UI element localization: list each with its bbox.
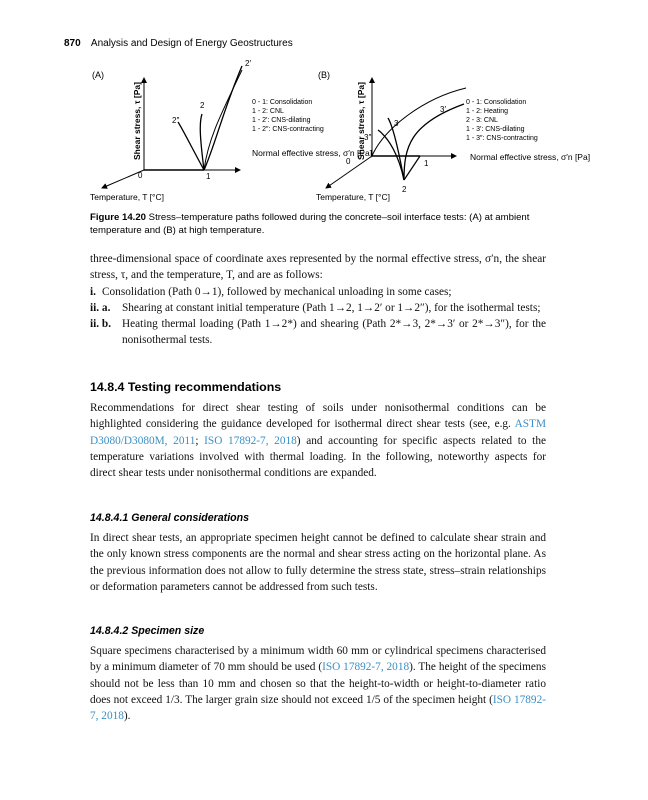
list-text: Shearing at constant initial temperature (Path 1→2, 1→2′ or 1→2″), for the isothermal tests;	[122, 301, 541, 314]
para-text: In direct shear tests, an appropriate specimen height cannot be defined to calculate shear strain and the only known stress components are the normal and shear stress acting on the horizontal plane. As the previous information does not allow to fully determine the stress state, stress–strain relationships or deformation parameters cannot be addressed from such tests.	[90, 532, 546, 593]
legend-a-2: 1 - 2′: CNS-dilating	[252, 117, 311, 124]
figure-caption	[90, 212, 548, 237]
legend-b-0: 0 - 1: Consolidation	[466, 99, 527, 106]
point-a-2p: 2′	[245, 59, 251, 68]
list-item	[90, 300, 546, 316]
figure-14-20	[64, 59, 591, 208]
list-label: i.	[90, 285, 96, 298]
page-number: 870	[64, 38, 81, 49]
axis-b-y: Shear stress, τ [Pa]	[356, 82, 366, 160]
axis-a-y: Shear stress, τ [Pa]	[132, 82, 142, 160]
point-a-0: 0	[138, 171, 143, 180]
section-paragraph	[90, 400, 546, 481]
citation-link[interactable]: ISO 17892-7, 2018	[204, 434, 297, 447]
caption-text: Stress–temperature paths followed during the concrete–soil interface tests: (A) at ambient temperature and (B) at high temperature.	[90, 212, 530, 236]
point-b-3: 3	[394, 119, 399, 128]
legend-b-4: 1 - 3″: CNS-contracting	[466, 135, 538, 142]
legend-b-2: 2 - 3: CNL	[466, 117, 498, 124]
legend-a-0: 0 - 1: Consolidation	[252, 99, 313, 106]
point-b-3p: 3′	[440, 105, 446, 114]
list-text: Consolidation (Path 0→1), followed by mechanical unloading in some cases;	[102, 285, 452, 298]
para-text: ;	[195, 434, 205, 447]
axis-a-x: Normal effective stress, σ′n [Pa]	[252, 148, 373, 158]
legend-a-1: 1 - 2: CNL	[252, 108, 284, 115]
subsection-paragraph	[90, 643, 546, 724]
subsection-heading: 14.8.4.1 General considerations	[90, 512, 249, 524]
legend-b-1: 1 - 2: Heating	[466, 108, 509, 115]
point-b-2: 2	[402, 185, 407, 194]
para-text: ). The height of the specimens should not be less than 10 mm and chosen so that the height-to-width or height-to-diameter ratio does not exceed 1/3. The larger grain size should not exceed 1/5 of the specimen height (	[90, 661, 546, 706]
section-heading: 14.8.4 Testing recommendations	[90, 380, 282, 394]
point-b-1: 1	[424, 159, 429, 168]
citation-link[interactable]: ISO 17892-7, 2018	[90, 693, 546, 723]
list-label: ii. b.	[90, 318, 112, 331]
panel-b	[316, 70, 590, 202]
running-title: Analysis and Design of Energy Geostructures	[90, 38, 293, 49]
citation-link[interactable]: ISO 17892-7, 2018	[322, 661, 410, 674]
running-header	[64, 38, 293, 49]
list-item	[90, 316, 546, 349]
list-item	[90, 284, 546, 300]
legend-a-3: 1 - 2″: CNS-contracting	[252, 126, 324, 133]
point-a-2pp: 2″	[172, 116, 180, 125]
caption-label: Figure 14.20	[90, 212, 146, 223]
list-text: Heating thermal loading (Path 1→2*) and shearing (Path 2*→3, 2*→3′ or 2*→3″), for the nonisothermal tests.	[122, 318, 546, 347]
point-b-0: 0	[346, 157, 351, 166]
axis-b-z: Temperature, T [°C]	[316, 192, 390, 202]
citation-link[interactable]: ASTM D3080/D3080M, 2011	[90, 418, 546, 447]
axis-b-x: Normal effective stress, σ′n [Pa]	[470, 152, 591, 162]
point-a-2: 2	[200, 101, 205, 110]
para-text: Recommendations for direct shear testing of soils under nonisothermal conditions can be highlighted considering the guidance developed for isothermal direct shear tests (see, e.g.	[90, 402, 546, 431]
point-b-3pp: 3″	[364, 133, 372, 142]
para-text: ) and accounting for specific aspects related to the temperature variations involved with thermal loading. In the following, noteworthy aspects for direct shear tests under nonisothermal conditions are expanded.	[90, 434, 546, 480]
subsection-paragraph	[90, 530, 546, 595]
axis-a-z: Temperature, T [°C]	[90, 192, 164, 202]
para-text: ).	[123, 710, 131, 723]
panel-a-label: (A)	[92, 70, 104, 80]
subsection-heading: 14.8.4.2 Specimen size	[90, 625, 205, 637]
point-a-1: 1	[206, 172, 211, 181]
intro-paragraph: three-dimensional space of coordinate axes represented by the normal effective stress, σ′n, the shear stress, τ, and the temperature, T, and are as follows:	[90, 253, 546, 282]
para-text: Square specimens characterised by a minimum width 60 mm or cylindrical specimens characterised by a minimum diameter of 70 mm should be used (	[90, 645, 546, 674]
list-label: ii. a.	[90, 301, 111, 314]
intro-block	[90, 251, 546, 349]
panel-b-label: (B)	[318, 70, 330, 80]
legend-b-3: 1 - 3′: CNS-dilating	[466, 126, 525, 133]
panel-a	[90, 59, 372, 202]
